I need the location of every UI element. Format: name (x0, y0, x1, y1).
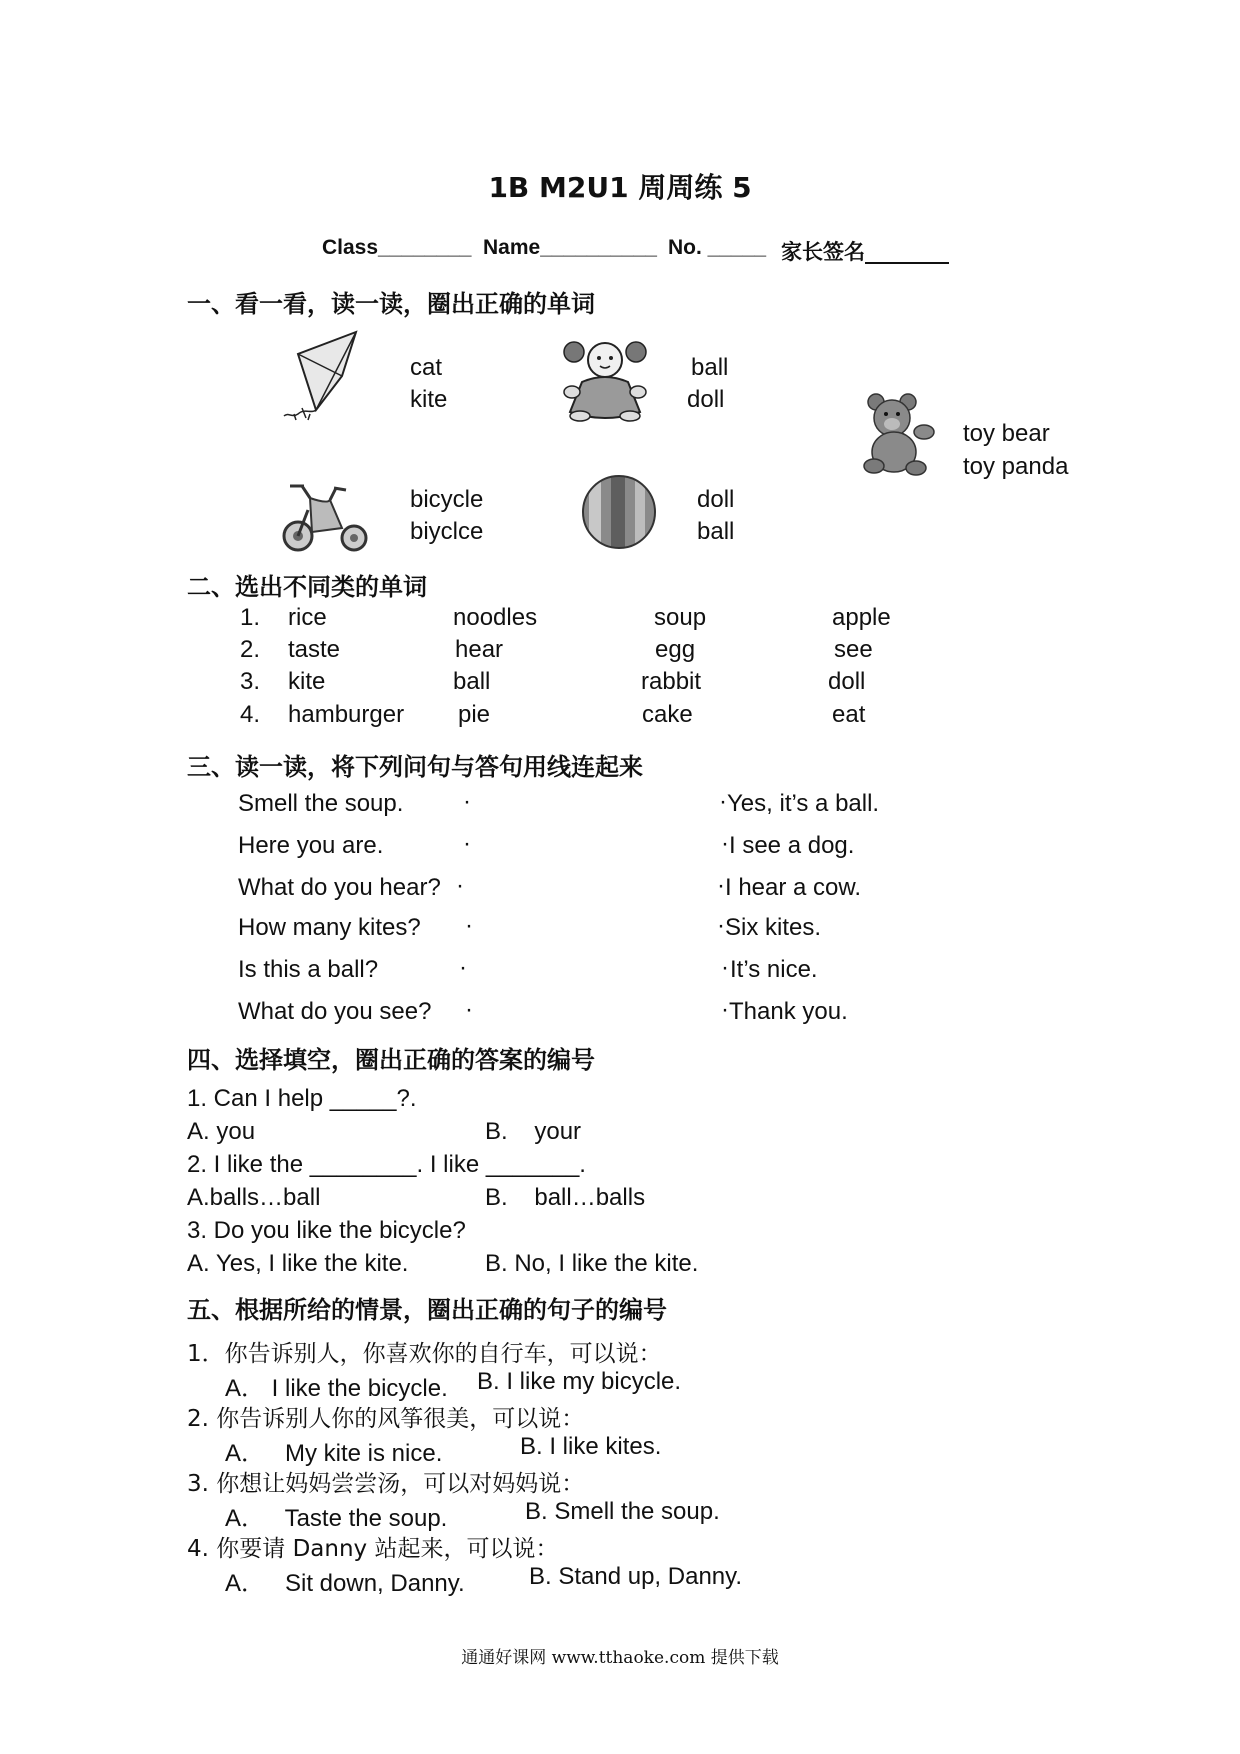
s1-doll-option-1: ball (691, 354, 729, 381)
s2-row4-word1: hamburger (288, 701, 405, 728)
s2-row4-number: 4. (240, 701, 261, 728)
s2-row1-word1: rice (288, 604, 327, 631)
s3-left-dot: · (463, 788, 471, 815)
parent-signature-field: 家长签名________ (781, 240, 949, 264)
s4-q2-option-a: A.balls…ball (187, 1184, 321, 1211)
s2-row4-word4: eat (832, 701, 866, 728)
s5-q1-option-b: B. I like my bicycle. (477, 1368, 682, 1395)
s5-q4-option-a: A． Sit down, Danny. (225, 1570, 465, 1597)
s2-row1-word2: noodles (453, 604, 538, 631)
number-field: No. _____ (668, 236, 767, 259)
s2-row2-word4: see (834, 636, 873, 663)
s3-left-dot: · (459, 954, 467, 981)
s4-q2-option-b: B. ball…balls (485, 1184, 646, 1211)
s1-bicycle-option-1: bicycle (410, 486, 484, 513)
kite-icon (282, 328, 362, 420)
s3-answer-5: It’s nice. (730, 956, 818, 983)
s4-q3-option-b: B. No, I like the kite. (485, 1250, 699, 1277)
s2-row1-word4: apple (832, 604, 891, 631)
s5-q2-option-a: A． My kite is nice. (225, 1440, 443, 1467)
page-title: 1B M2U1 周周练 5 (488, 171, 752, 204)
s3-left-dot: · (465, 912, 473, 939)
s3-answer-3: I hear a cow. (725, 874, 862, 901)
s3-question-4: How many kites? (238, 914, 421, 941)
s5-question-4: 4. 你要请 Danny 站起来，可以说： (187, 1536, 559, 1562)
s3-answer-4: Six kites. (725, 914, 822, 941)
s3-left-dot: · (456, 872, 464, 899)
s1-ball-option-1: doll (697, 486, 735, 513)
s3-question-6: What do you see? (238, 998, 432, 1025)
s2-row2-word1: taste (288, 636, 341, 663)
bicycle-icon (282, 478, 372, 556)
section5-heading: 五、根据所给的情景，圈出正确的句子的编号 (187, 1296, 667, 1324)
s5-question-1: 1．你告诉别人，你喜欢你的自行车，可以说： (187, 1341, 662, 1367)
s5-q3-option-b: B. Smell the soup. (525, 1498, 720, 1525)
s4-q3-option-a: A. Yes, I like the kite. (187, 1250, 409, 1277)
s4-question-3: 3. Do you like the bicycle? (187, 1217, 466, 1244)
s5-q3-option-a: A． Taste the soup. (225, 1505, 448, 1532)
s1-bear-option-1: toy bear (963, 420, 1050, 447)
s1-kite-option-2: kite (410, 386, 448, 413)
s3-right-dot: · (719, 788, 727, 815)
class-field: Class________ (322, 236, 472, 259)
s3-question-5: Is this a ball? (238, 956, 379, 983)
footer-credit: 通通好课网 www.tthaoke.com 提供下载 (461, 1648, 779, 1668)
s4-question-1: 1. Can I help _____?. (187, 1085, 417, 1112)
s1-kite-option-1: cat (410, 354, 443, 381)
s3-right-dot: · (717, 912, 725, 939)
s2-row3-word2: ball (453, 668, 491, 695)
section4-heading: 四、选择填空，圈出正确的答案的编号 (187, 1046, 595, 1074)
s3-answer-1: Yes, it’s a ball. (727, 790, 880, 817)
s3-question-1: Smell the soup. (238, 790, 404, 817)
s1-ball-option-2: ball (697, 518, 735, 545)
s3-right-dot: · (721, 954, 729, 981)
s3-right-dot: · (721, 996, 729, 1023)
ball-icon (581, 474, 657, 550)
s3-left-dot: · (463, 830, 471, 857)
s3-answer-2: I see a dog. (729, 832, 855, 859)
section3-heading: 三、读一读，将下列问句与答句用线连起来 (187, 753, 643, 781)
teddy-bear-icon (862, 392, 936, 476)
s1-bicycle-option-2: biyclce (410, 518, 484, 545)
s3-left-dot: · (465, 996, 473, 1023)
s3-question-2: Here you are. (238, 832, 384, 859)
s5-q2-option-b: B. I like kites. (520, 1433, 662, 1460)
s2-row1-word3: soup (654, 604, 707, 631)
doll-icon (560, 338, 650, 422)
s2-row2-word2: hear (455, 636, 504, 663)
s5-q4-option-b: B. Stand up, Danny. (529, 1563, 743, 1590)
s3-question-3: What do you hear? (238, 874, 441, 901)
s2-row3-number: 3. (240, 668, 261, 695)
s1-bear-option-2: toy panda (963, 453, 1069, 480)
s2-row3-word4: doll (828, 668, 866, 695)
s2-row2-number: 2. (240, 636, 261, 663)
s5-q1-option-a: A． I like the bicycle. (225, 1375, 448, 1402)
s4-q1-option-a: A. you (187, 1118, 256, 1145)
s2-row1-number: 1. (240, 604, 261, 631)
name-field: Name__________ (483, 236, 657, 259)
s2-row4-word2: pie (458, 701, 491, 728)
s4-q1-option-b: B. your (485, 1118, 582, 1145)
s5-question-3: 3. 你想让妈妈尝尝汤，可以对妈妈说： (187, 1471, 585, 1497)
section1-heading: 一、看一看，读一读，圈出正确的单词 (187, 290, 595, 318)
s3-right-dot: · (721, 830, 729, 857)
s2-row2-word3: egg (655, 636, 696, 663)
s1-doll-option-2: doll (687, 386, 725, 413)
s2-row3-word3: rabbit (641, 668, 702, 695)
s2-row4-word3: cake (642, 701, 693, 728)
s4-question-2: 2. I like the ________. I like _______. (187, 1151, 586, 1178)
s3-right-dot: · (717, 872, 725, 899)
s2-row3-word1: kite (288, 668, 326, 695)
s3-answer-6: Thank you. (729, 998, 848, 1025)
section2-heading: 二、选出不同类的单词 (187, 573, 427, 601)
s5-question-2: 2. 你告诉别人你的风筝很美，可以说： (187, 1406, 585, 1432)
